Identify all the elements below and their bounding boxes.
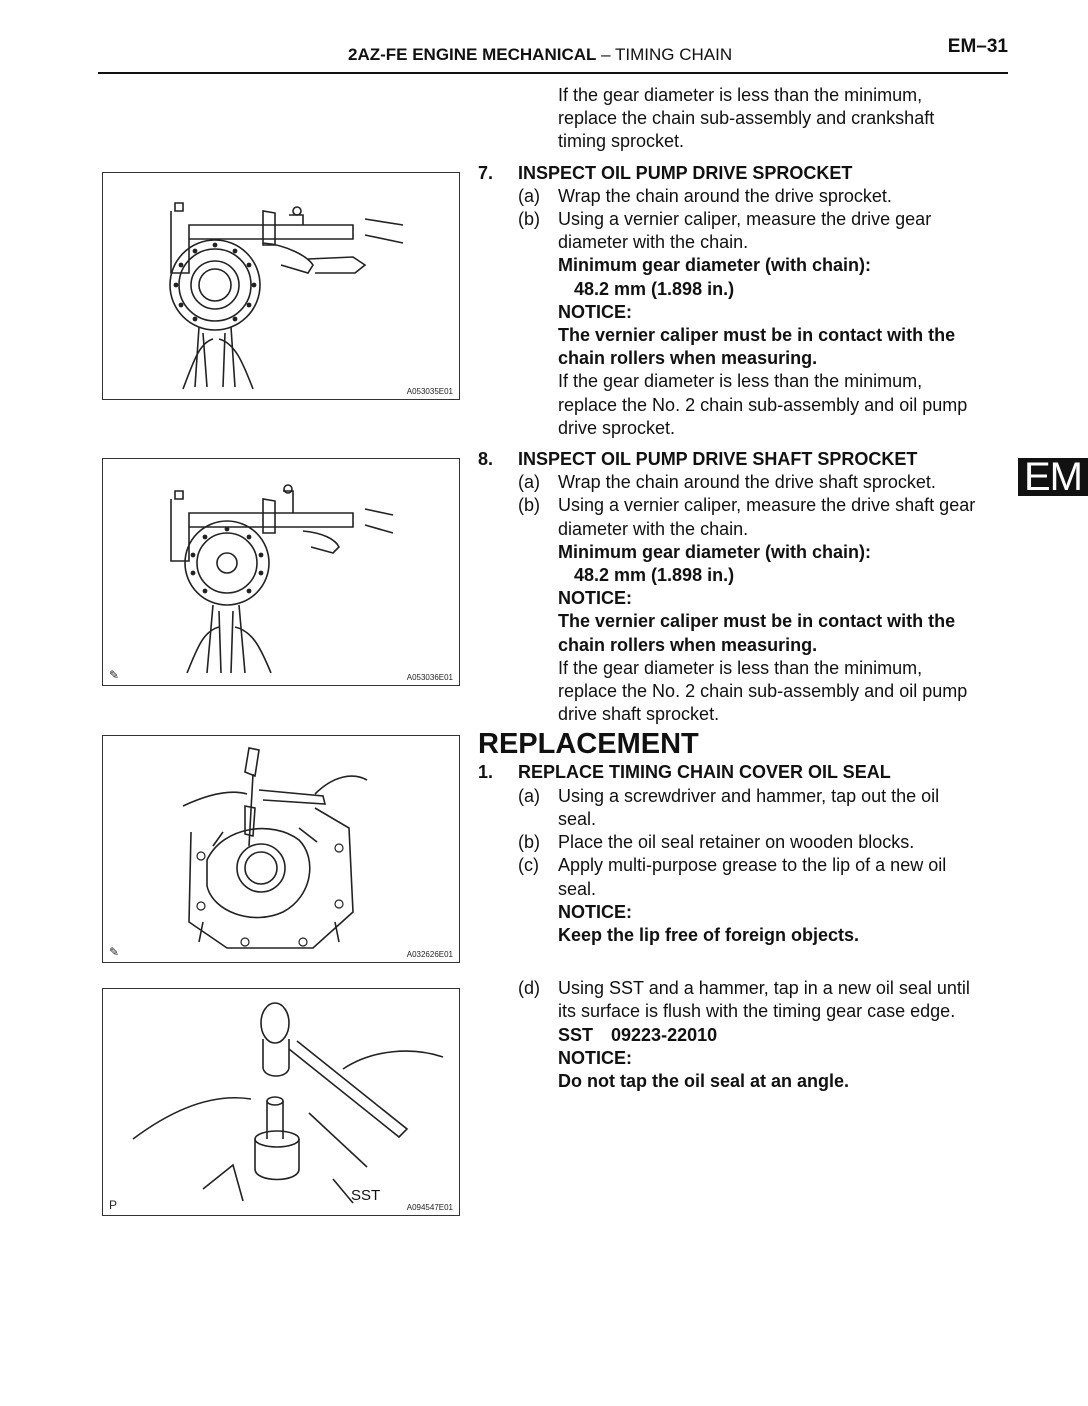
spec-label: Minimum gear diameter (with chain): xyxy=(558,541,872,562)
substep-letter: (d) xyxy=(518,978,540,999)
notice-text: Do not tap the oil seal at an angle. xyxy=(558,1070,850,1091)
install-oil-seal-illustration xyxy=(103,989,459,1215)
figure-caliper-drive-shaft-sprocket xyxy=(102,458,460,686)
substep-text: Apply multi-purpose grease to the lip of a new oil xyxy=(558,855,947,876)
substep-text: Using a screwdriver and hammer, tap out the oil xyxy=(558,785,940,806)
figure-code: A032626E01 xyxy=(406,950,453,959)
section-tab: EM xyxy=(1018,458,1088,496)
step-number: 8. xyxy=(478,449,494,470)
step-title: REPLACE TIMING CHAIN COVER OIL SEAL xyxy=(518,762,891,783)
substep-letter: (a) xyxy=(518,472,540,493)
page-header xyxy=(98,36,1008,74)
step-7-note: replace the No. 2 chain sub-assembly and oil pump xyxy=(558,394,968,415)
notice-text: chain rollers when measuring. xyxy=(558,348,818,369)
substep-text: Place the oil seal retainer on wooden blocks. xyxy=(558,832,915,853)
substep-letter: (b) xyxy=(518,495,540,516)
replacement-substep-a xyxy=(478,785,1008,808)
caliper-sprocket-illustration xyxy=(103,173,459,399)
substep-text-cont: its surface is flush with the timing gear case edge. xyxy=(558,1001,956,1022)
instructions-column xyxy=(478,84,1008,1093)
figure-mark-icon: ✎ xyxy=(109,945,120,959)
step-title: INSPECT OIL PUMP DRIVE SHAFT SPROCKET xyxy=(518,449,918,470)
replacement-substep-b xyxy=(478,831,1008,854)
figure-remove-oil-seal xyxy=(102,735,460,963)
notice-text: The vernier caliper must be in contact with the xyxy=(558,325,956,346)
step-number: 1. xyxy=(478,762,494,783)
replacement-step-1-heading xyxy=(478,761,1008,784)
substep-letter: (b) xyxy=(518,209,540,230)
substep-text: Wrap the chain around the drive shaft sprocket. xyxy=(558,472,936,493)
step-7-heading xyxy=(478,162,1008,185)
intro-line: timing sprocket. xyxy=(558,131,685,152)
substep-text-cont: diameter with the chain. xyxy=(558,518,749,539)
figure-caliper-drive-sprocket xyxy=(102,172,460,400)
header-title-bold: 2AZ-FE ENGINE MECHANICAL xyxy=(348,45,597,64)
substep-text: Wrap the chain around the drive sprocket. xyxy=(558,185,892,206)
figure-install-oil-seal xyxy=(102,988,460,1216)
sst-label: SST xyxy=(558,1024,594,1045)
figure-code: A053035E01 xyxy=(406,387,453,396)
caliper-shaft-sprocket-illustration xyxy=(103,459,459,685)
substep-text-cont: seal. xyxy=(558,808,597,829)
figure-code: A094547E01 xyxy=(406,1203,453,1212)
step-7-note: drive sprocket. xyxy=(558,417,676,438)
notice-text: The vernier caliper must be in contact with the xyxy=(558,611,956,632)
remove-oil-seal-illustration xyxy=(103,736,459,962)
substep-text: Using a vernier caliper, measure the drive shaft gear xyxy=(558,495,976,516)
step-number: 7. xyxy=(478,162,494,183)
step-8-note: If the gear diameter is less than the minimum, xyxy=(558,657,923,678)
substep-letter: (a) xyxy=(518,785,540,806)
figure-mark-icon: ✎ xyxy=(109,668,120,682)
sst-spec xyxy=(478,1024,1008,1047)
sst-callout-label: SST xyxy=(351,1187,381,1204)
figure-mark-icon: P xyxy=(109,1198,118,1212)
intro-line: If the gear diameter is less than the minimum, xyxy=(558,85,923,105)
notice-label: NOTICE: xyxy=(558,588,632,609)
substep-text: Using SST and a hammer, tap in a new oil seal until xyxy=(558,978,970,999)
notice-label: NOTICE: xyxy=(558,301,632,322)
substep-text: Using a vernier caliper, measure the drive gear xyxy=(558,209,932,230)
step-7-substep-a xyxy=(478,185,1008,208)
step-8-note: replace the No. 2 chain sub-assembly and oil pump xyxy=(558,681,968,702)
step-7-substep-b xyxy=(478,208,1008,231)
substep-text-cont: diameter with the chain. xyxy=(558,232,749,253)
step-8-heading xyxy=(478,448,1008,471)
step-title: INSPECT OIL PUMP DRIVE SPROCKET xyxy=(518,162,853,183)
replacement-substep-c xyxy=(478,854,1008,877)
notice-text: Keep the lip free of foreign objects. xyxy=(558,924,860,945)
step-7-note: If the gear diameter is less than the minimum, xyxy=(558,371,923,392)
step-8-note: drive shaft sprocket. xyxy=(558,704,720,725)
notice-text: chain rollers when measuring. xyxy=(558,634,818,655)
header-title xyxy=(348,45,732,65)
intro-line: replace the chain sub-assembly and crankshaft xyxy=(558,108,935,129)
header-title-rest: – TIMING CHAIN xyxy=(601,45,733,64)
figure-code: A053036E01 xyxy=(406,673,453,682)
spec-value: 48.2 mm (1.898 in.) xyxy=(574,565,735,586)
notice-label: NOTICE: xyxy=(558,901,632,922)
section-heading-replacement: REPLACEMENT xyxy=(478,728,699,761)
spec-label: Minimum gear diameter (with chain): xyxy=(558,255,872,276)
page-number: EM–31 xyxy=(947,36,1008,57)
substep-letter: (a) xyxy=(518,185,540,206)
step-8-substep-a xyxy=(478,471,1008,494)
substep-letter: (c) xyxy=(518,855,539,876)
substep-letter: (b) xyxy=(518,832,540,853)
notice-label: NOTICE: xyxy=(558,1047,632,1068)
spec-value: 48.2 mm (1.898 in.) xyxy=(574,278,735,299)
replacement-substep-d xyxy=(478,977,1008,1000)
substep-text-cont: seal. xyxy=(558,878,597,899)
sst-number: 09223-22010 xyxy=(611,1024,718,1045)
step-8-substep-b xyxy=(478,494,1008,517)
